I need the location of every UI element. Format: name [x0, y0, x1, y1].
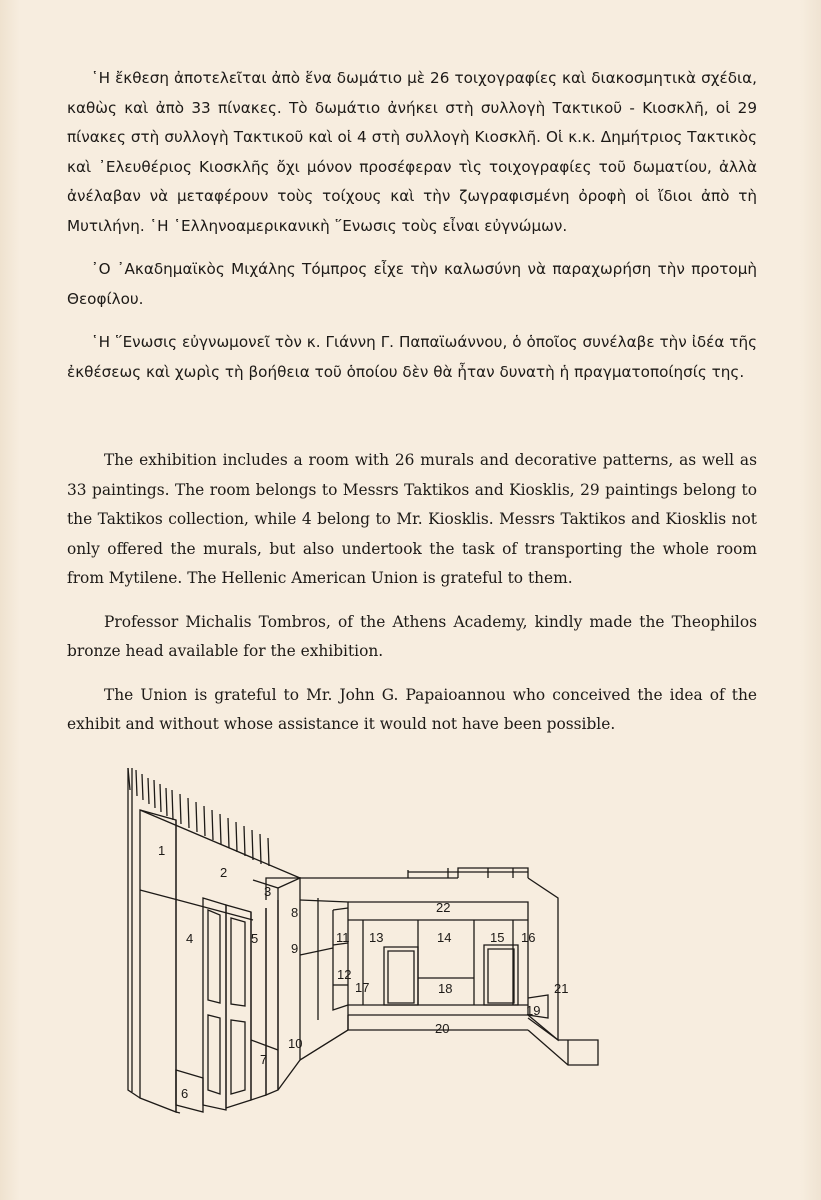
label-21: 21	[554, 981, 569, 996]
room-diagram-svg	[118, 760, 618, 1140]
english-paragraph-2: Professor Michalis Tombros, of the Athens Academy, kindly made the Theophilos bronze head available for the exhibition.	[67, 612, 757, 660]
english-paragraph-1: The exhibition includes a room with 26 murals and decorative patterns, as well as 33 paintings. The room belongs to Messrs Taktikos and Kiosklis, 29 paintings belong to the Taktikos collection, while 4 belong to Mr. Kiosklis. Messrs Taktikos and Kiosklis not only offered the murals, but also undertook the task of transporting the whole room from Mytilene. The Hellenic American Union is grateful to them.	[67, 451, 757, 587]
greek-paragraph-2: ᾿Ο ᾿Ακαδημαϊκὸς Μιχάλης Τόμπρος εἶχε τὴν καλωσύνη νὰ παραχωρήση τὴν προτομὴ Θεοφίλου.	[67, 260, 757, 308]
label-18: 18	[438, 981, 453, 996]
label-6: 6	[181, 1086, 189, 1101]
label-13: 13	[369, 930, 384, 945]
label-11: 11	[336, 930, 350, 945]
label-20: 20	[435, 1021, 450, 1036]
label-17: 17	[355, 980, 370, 995]
greek-paragraph-3: ῾Η ῞Ενωσις εὐγνωμονεῖ τὸν κ. Γιάννη Γ. Παπαϊωάννου, ὁ ὁποῖος συνέλαβε τὴν ἰδέα τῆς ἐκθέσεως καὶ χωρὶς τὴ βοήθεια τοῦ ὁποίου δὲν θὰ ἦταν δυνατὴ ἡ πραγματοποίησίς της.	[67, 333, 757, 381]
label-2: 2	[220, 865, 228, 880]
label-8: 8	[291, 905, 299, 920]
english-text	[67, 446, 757, 754]
greek-text	[67, 64, 757, 401]
label-3: 3	[264, 884, 272, 899]
label-1: 1	[158, 843, 166, 858]
label-16: 16	[521, 930, 536, 945]
english-paragraph-3: The Union is grateful to Mr. John G. Papaioannou who conceived the idea of the exhibit and without whose assistance it would not have been possible.	[67, 685, 757, 733]
label-7: 7	[260, 1052, 268, 1067]
label-9: 9	[291, 941, 299, 956]
label-22: 22	[436, 900, 451, 915]
label-12: 12	[337, 967, 352, 982]
label-5: 5	[251, 931, 259, 946]
label-15: 15	[490, 930, 505, 945]
label-4: 4	[186, 931, 194, 946]
label-14: 14	[437, 930, 452, 945]
label-19: 19	[526, 1003, 541, 1018]
room-diagram	[118, 760, 618, 1140]
label-10: 10	[288, 1036, 303, 1051]
greek-paragraph-1: ῾Η ἔκθεση ἀποτελεῖται ἀπὸ ἕνα δωμάτιο μὲ 26 τοιχογραφίες καὶ διακοσμητικὰ σχέδια, καθὼς καὶ ἀπὸ 33 πίνακες. Τὸ δωμάτιο ἀνήκει στὴ συλλογὴ Τακτικοῦ - Κιοσκλῆ, οἱ 29 πίνακες στὴ συλλογὴ Τακτικοῦ καὶ οἱ 4 στὴ συλλογὴ Κιοσκλῆ. Οἱ κ.κ. Δημήτριος Τακτικὸς καὶ ᾿Ελευθέριος Κιοσκλῆς ὄχι μόνον προσέφεραν τὶς τοιχογραφίες τοῦ δωματίου, ἀλλὰ ἀνέλαβαν νὰ μεταφέρουν τοὺς τοίχους καὶ τὴν ζωγραφισμένη ὀροφὴ οἱ ἴδιοι ἀπὸ τὴ Μυτιλήνη. ῾Η ῾Ελληνοαμερικανικὴ ῞Ενωσις τοὺς εἶναι εὐγνώμων.	[67, 69, 757, 235]
